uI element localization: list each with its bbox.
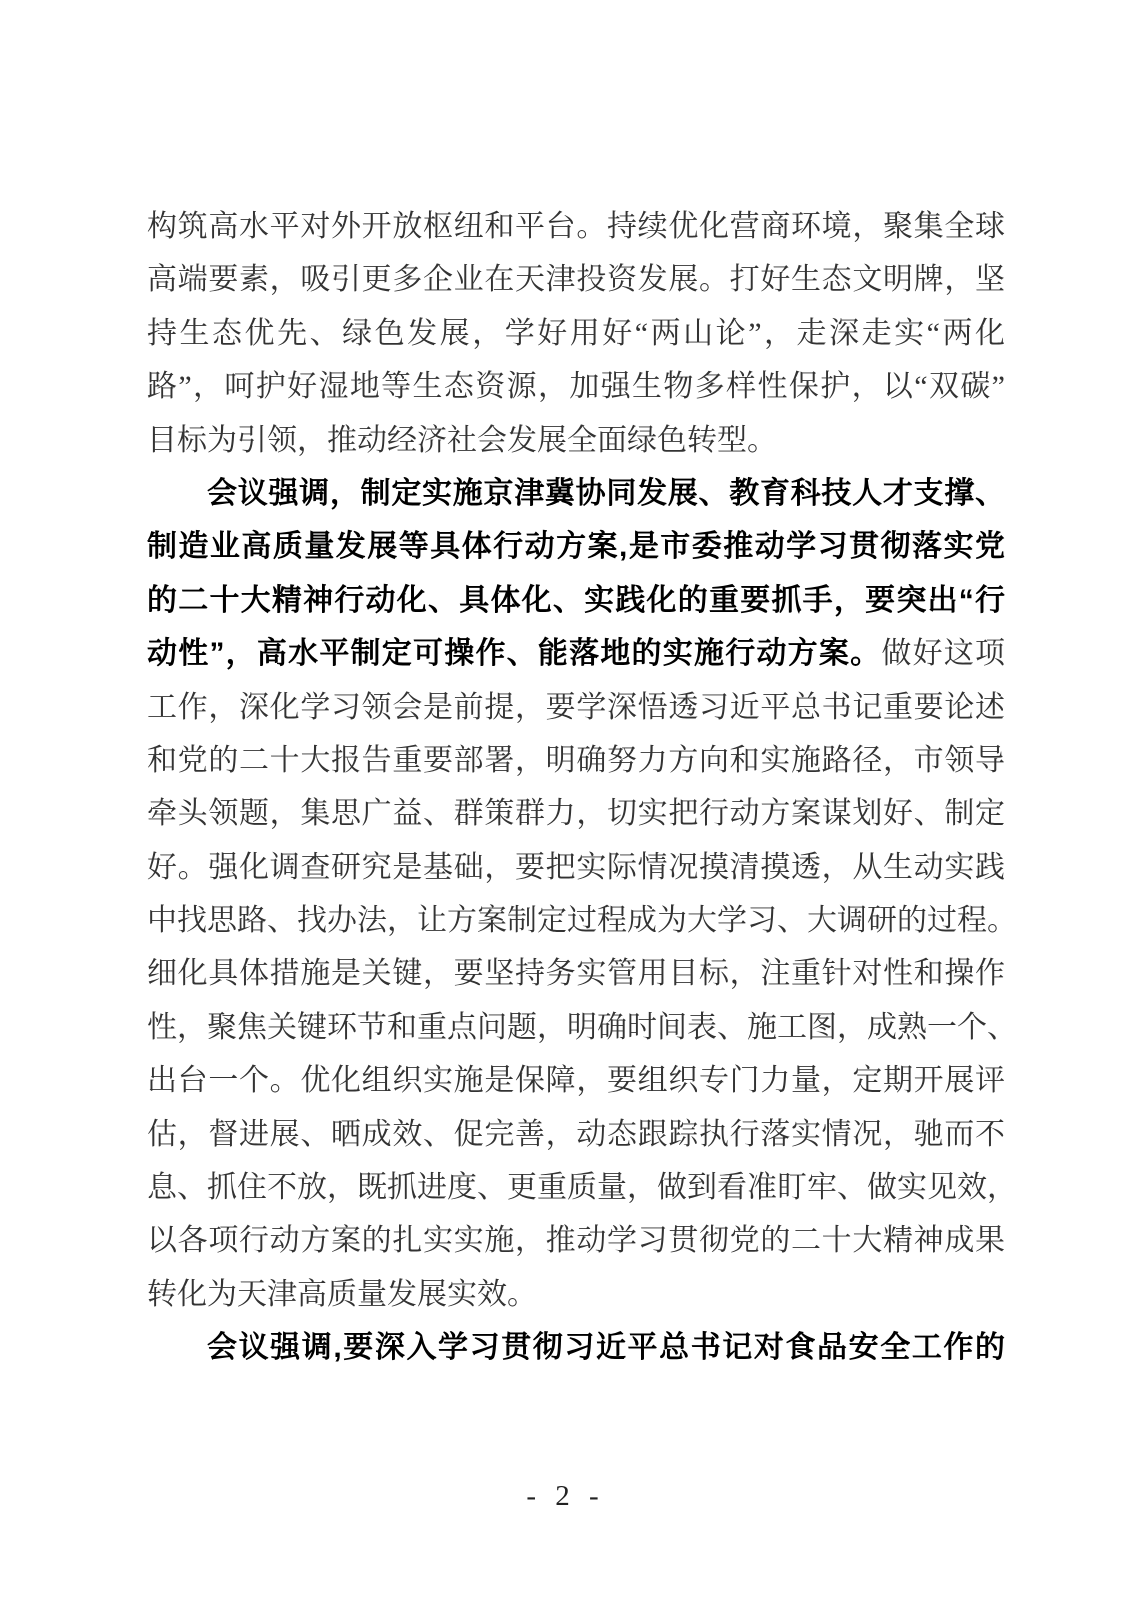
text-segment: 转化为天津高质量发展实效。 [147,1277,537,1311]
text-line [147,520,1005,573]
text-line [147,414,1005,467]
text-line [147,841,1005,894]
text-line [147,1001,1017,1054]
text-segment: 出台一个。优化组织实施是保障，要组织专门力量，定期开展评 [147,1064,1005,1098]
text-line [147,894,1017,947]
text-segment: 牵头领题，集思广益、群策群力，切实把行动方案谋划好、制定 [147,797,1005,831]
text-line [147,734,1005,787]
bold-text-segment: 的二十大精神行动化、具体化、实践化的重要抓手，要突出“行 [147,583,1005,617]
text-line [147,1214,1005,1267]
text-segment: 性，聚焦关键环节和重点问题，明确时间表、施工图，成熟一个、 [147,1010,1017,1044]
text-line [147,253,1005,306]
bold-text-segment: 会议强调，制定实施京津冀协同发展、教育科技人才支撑、 [207,476,1005,510]
bold-text-segment: 会议强调,要深入学习贯彻习近平总书记对食品安全工作的 [207,1331,1005,1365]
text-line [147,681,1005,734]
text-line [147,307,1005,360]
text-segment: 路”，呵护好湿地等生态资源，加强生物多样性保护，以“双碳” [147,370,1005,404]
text-line [147,467,1005,520]
text-line [147,947,1005,1000]
text-line [147,360,1005,413]
text-segment: 中找思路、找办法，让方案制定过程成为大学习、大调研的过程。 [147,904,1017,938]
text-segment: 做好这项 [881,637,1006,671]
text-line [147,627,1005,680]
text-segment: 以各项行动方案的扎实实施，推动学习贯彻党的二十大精神成果 [147,1224,1005,1258]
page-number: - 2 - [526,1480,605,1512]
text-segment: 息、抓住不放，既抓进度、更重质量，做到看准盯牢、做实见效， [147,1171,1017,1205]
text-line [147,1054,1005,1107]
text-line [147,1321,1005,1374]
text-line [147,1108,1005,1161]
text-segment: 好。强化调查研究是基础，要把实际情况摸清摸透，从生动实践 [147,850,1005,884]
text-segment: 持生态优先、绿色发展，学好用好“两山论”，走深走实“两化 [147,316,1005,350]
text-segment: 目标为引领，推动经济社会发展全面绿色转型。 [147,423,777,457]
text-segment: 和党的二十大报告重要部署，明确努力方向和实施路径，市领导 [147,743,1005,777]
text-block [147,200,1017,1375]
text-segment: 工作，深化学习领会是前提，要学深悟透习近平总书记重要论述 [147,690,1005,724]
text-line [147,1161,1017,1214]
bold-text-segment: 制造业高质量发展等具体行动方案,是市委推动学习贯彻落实党 [147,530,1005,564]
bold-text-segment: 动性”，高水平制定可操作、能落地的实施行动方案。 [147,637,882,671]
text-segment: 高端要素，吸引更多企业在天津投资发展。打好生态文明牌，坚 [147,263,1005,297]
text-line [147,200,1005,253]
text-segment: 构筑高水平对外开放枢纽和平台。持续优化营商环境，聚集全球 [147,210,1005,243]
text-line [147,1268,1005,1321]
text-line [147,574,1005,627]
text-segment: 细化具体措施是关键，要坚持务实管用目标，注重针对性和操作 [147,957,1005,991]
text-line [147,787,1005,840]
text-segment: 估，督进展、晒成效、促完善，动态跟踪执行落实情况，驰而不 [147,1117,1005,1151]
